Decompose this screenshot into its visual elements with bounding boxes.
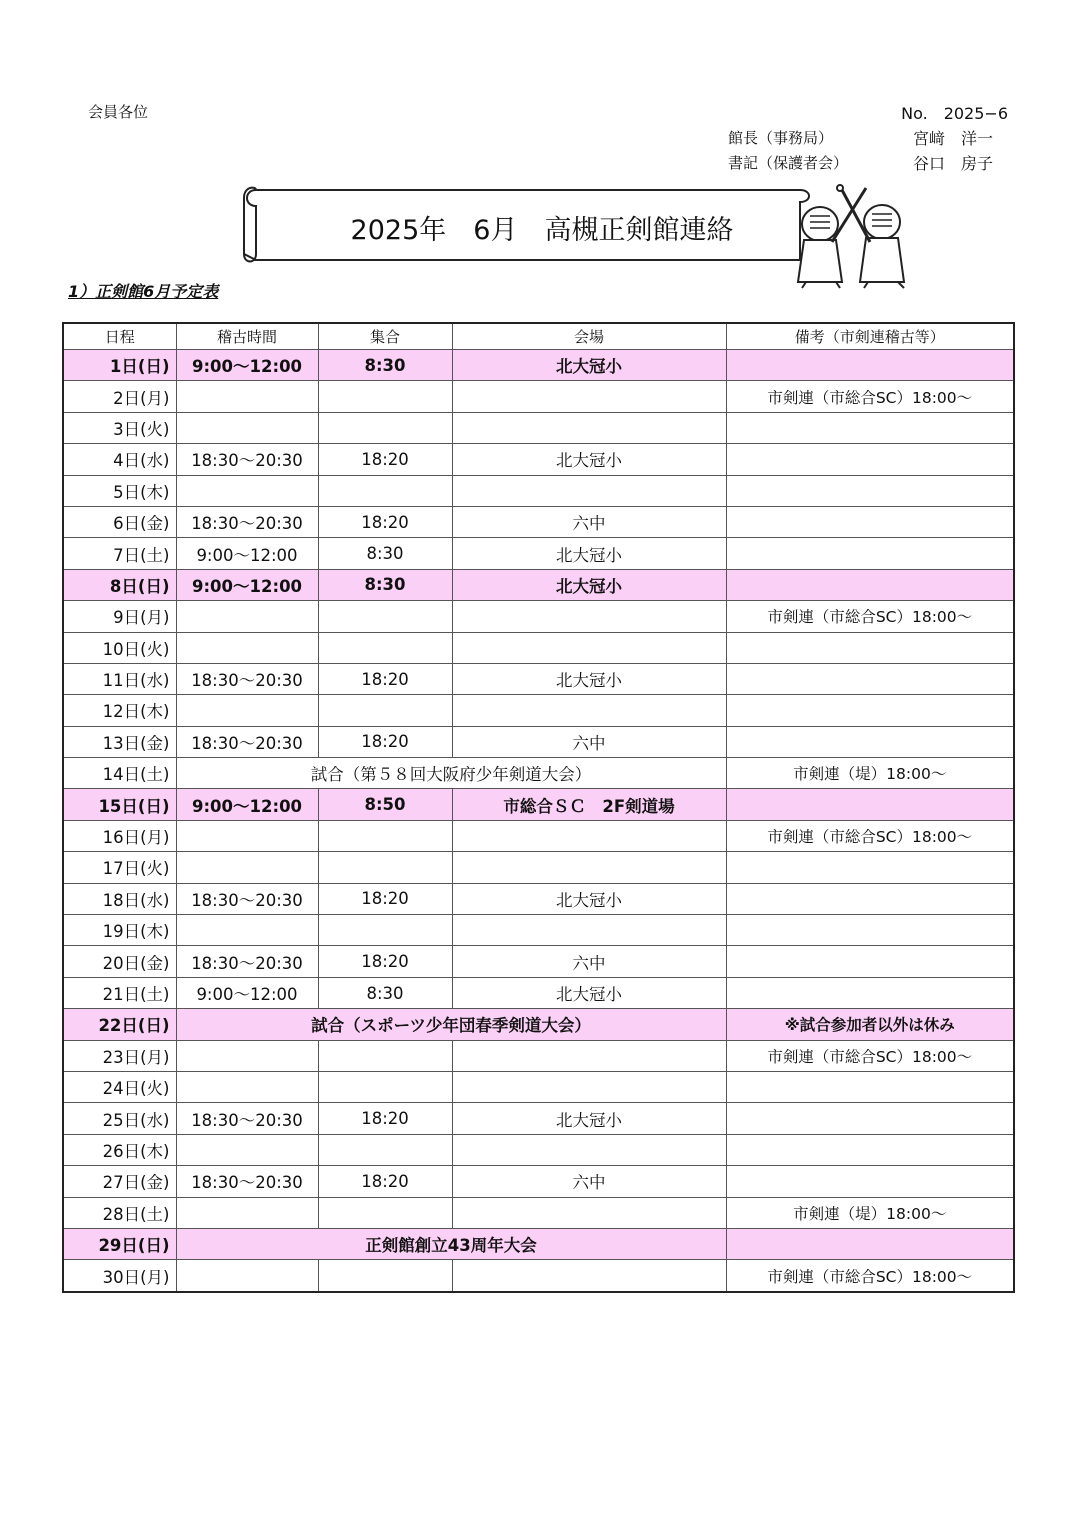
row-event: 試合（第５８回大阪府少年剣道大会） bbox=[176, 758, 726, 789]
table-row bbox=[63, 1134, 1014, 1165]
table-row bbox=[63, 1260, 1014, 1292]
row-date: 28日(土) bbox=[63, 1197, 176, 1228]
table-row bbox=[63, 883, 1014, 914]
table-row bbox=[63, 1071, 1014, 1102]
row-date: 16日(月) bbox=[63, 820, 176, 851]
table-row bbox=[63, 569, 1014, 600]
row-venue: 北大冠小 bbox=[452, 538, 726, 569]
signer-name-secretary: 谷口 房子 bbox=[913, 154, 994, 173]
row-note bbox=[726, 695, 1014, 726]
row-assembly-time: 8:30 bbox=[318, 977, 452, 1008]
table-row bbox=[63, 601, 1014, 632]
signer-role-secretary: 書記（保護者会） bbox=[728, 154, 849, 172]
table-row bbox=[63, 1197, 1014, 1228]
schedule-table bbox=[62, 322, 1015, 1293]
row-note bbox=[726, 789, 1014, 820]
row-note: ※試合参加者以外は休み bbox=[726, 1009, 1014, 1040]
signer-role-director: 館長（事務局） bbox=[728, 129, 834, 147]
row-date: 18日(水) bbox=[63, 883, 176, 914]
row-note bbox=[726, 915, 1014, 946]
row-venue bbox=[452, 820, 726, 851]
row-note bbox=[726, 444, 1014, 475]
row-venue bbox=[452, 1197, 726, 1228]
row-assembly-time bbox=[318, 1134, 452, 1165]
row-practice-time bbox=[176, 632, 318, 663]
row-venue bbox=[452, 915, 726, 946]
row-assembly-time bbox=[318, 412, 452, 443]
row-practice-time: 9:00〜12:00 bbox=[176, 350, 318, 381]
row-venue: 六中 bbox=[452, 726, 726, 757]
row-venue bbox=[452, 632, 726, 663]
row-venue: 六中 bbox=[452, 946, 726, 977]
row-practice-time: 18:30〜20:30 bbox=[176, 444, 318, 475]
table-row bbox=[63, 1166, 1014, 1197]
row-assembly-time: 18:20 bbox=[318, 1103, 452, 1134]
header-date: 日程 bbox=[63, 323, 176, 350]
row-assembly-time bbox=[318, 1197, 452, 1228]
row-date: 14日(土) bbox=[63, 758, 176, 789]
row-date: 10日(火) bbox=[63, 632, 176, 663]
row-date: 11日(水) bbox=[63, 663, 176, 694]
row-note bbox=[726, 1228, 1014, 1259]
row-event: 正剣館創立43周年大会 bbox=[176, 1228, 726, 1259]
row-venue: 市総合ＳＣ 2F剣道場 bbox=[452, 789, 726, 820]
row-venue: 六中 bbox=[452, 1166, 726, 1197]
table-row bbox=[63, 695, 1014, 726]
row-note bbox=[726, 946, 1014, 977]
header-venue: 会場 bbox=[452, 323, 726, 350]
row-practice-time: 18:30〜20:30 bbox=[176, 946, 318, 977]
table-row bbox=[63, 381, 1014, 412]
row-practice-time bbox=[176, 820, 318, 851]
row-date: 5日(木) bbox=[63, 475, 176, 506]
addressee: 会員各位 bbox=[88, 103, 149, 121]
table-row bbox=[63, 538, 1014, 569]
row-venue: 北大冠小 bbox=[452, 977, 726, 1008]
row-date: 1日(日) bbox=[63, 350, 176, 381]
row-note bbox=[726, 883, 1014, 914]
row-practice-time: 9:00〜12:00 bbox=[176, 569, 318, 600]
row-date: 7日(土) bbox=[63, 538, 176, 569]
row-assembly-time: 8:50 bbox=[318, 789, 452, 820]
row-assembly-time: 8:30 bbox=[318, 538, 452, 569]
table-row bbox=[63, 1103, 1014, 1134]
row-venue bbox=[452, 695, 726, 726]
row-date: 21日(土) bbox=[63, 977, 176, 1008]
row-assembly-time: 8:30 bbox=[318, 350, 452, 381]
row-date: 6日(金) bbox=[63, 506, 176, 537]
row-practice-time bbox=[176, 695, 318, 726]
kendo-mascot-icon bbox=[780, 182, 920, 292]
row-note bbox=[726, 350, 1014, 381]
row-assembly-time bbox=[318, 601, 452, 632]
row-note bbox=[726, 506, 1014, 537]
row-note: 市剣連（堤）18:00〜 bbox=[726, 758, 1014, 789]
row-assembly-time bbox=[318, 852, 452, 883]
row-assembly-time: 18:20 bbox=[318, 726, 452, 757]
row-practice-time: 18:30〜20:30 bbox=[176, 1166, 318, 1197]
row-assembly-time: 18:20 bbox=[318, 444, 452, 475]
row-date: 4日(水) bbox=[63, 444, 176, 475]
row-venue bbox=[452, 852, 726, 883]
row-note bbox=[726, 538, 1014, 569]
row-note: 市剣連（堤）18:00〜 bbox=[726, 1197, 1014, 1228]
row-note: 市剣連（市総合SC）18:00〜 bbox=[726, 1260, 1014, 1292]
row-date: 12日(木) bbox=[63, 695, 176, 726]
row-note bbox=[726, 1166, 1014, 1197]
table-row bbox=[63, 915, 1014, 946]
table-row bbox=[63, 1040, 1014, 1071]
row-practice-time: 18:30〜20:30 bbox=[176, 883, 318, 914]
row-assembly-time bbox=[318, 1040, 452, 1071]
row-practice-time bbox=[176, 1197, 318, 1228]
row-assembly-time: 18:20 bbox=[318, 506, 452, 537]
document-number: No. 2025−6 bbox=[901, 104, 1008, 123]
row-venue bbox=[452, 601, 726, 632]
row-event: 試合（スポーツ少年団春季剣道大会） bbox=[176, 1009, 726, 1040]
row-practice-time: 18:30〜20:30 bbox=[176, 663, 318, 694]
row-note: 市剣連（市総合SC）18:00〜 bbox=[726, 820, 1014, 851]
row-date: 27日(金) bbox=[63, 1166, 176, 1197]
row-assembly-time: 8:30 bbox=[318, 569, 452, 600]
header-assembly: 集合 bbox=[318, 323, 452, 350]
row-venue: 六中 bbox=[452, 506, 726, 537]
row-note bbox=[726, 1134, 1014, 1165]
row-venue: 北大冠小 bbox=[452, 883, 726, 914]
row-assembly-time bbox=[318, 1260, 452, 1292]
table-header-row bbox=[63, 323, 1014, 350]
row-practice-time bbox=[176, 1260, 318, 1292]
table-row bbox=[63, 726, 1014, 757]
table-row bbox=[63, 820, 1014, 851]
row-date: 24日(火) bbox=[63, 1071, 176, 1102]
row-assembly-time bbox=[318, 381, 452, 412]
row-note bbox=[726, 412, 1014, 443]
table-row bbox=[63, 475, 1014, 506]
signer-name-director: 宮﨑 洋一 bbox=[913, 129, 994, 148]
row-note: 市剣連（市総合SC）18:00〜 bbox=[726, 1040, 1014, 1071]
table-row bbox=[63, 350, 1014, 381]
row-assembly-time bbox=[318, 915, 452, 946]
row-practice-time bbox=[176, 381, 318, 412]
row-date: 3日(火) bbox=[63, 412, 176, 443]
row-note bbox=[726, 475, 1014, 506]
row-venue: 北大冠小 bbox=[452, 350, 726, 381]
row-date: 9日(月) bbox=[63, 601, 176, 632]
row-practice-time: 9:00〜12:00 bbox=[176, 977, 318, 1008]
row-date: 26日(木) bbox=[63, 1134, 176, 1165]
row-venue bbox=[452, 1134, 726, 1165]
row-practice-time: 18:30〜20:30 bbox=[176, 1103, 318, 1134]
row-assembly-time bbox=[318, 475, 452, 506]
row-venue bbox=[452, 381, 726, 412]
row-assembly-time bbox=[318, 820, 452, 851]
row-note bbox=[726, 852, 1014, 883]
row-date: 22日(日) bbox=[63, 1009, 176, 1040]
row-date: 8日(日) bbox=[63, 569, 176, 600]
row-date: 19日(木) bbox=[63, 915, 176, 946]
row-venue: 北大冠小 bbox=[452, 569, 726, 600]
table-row bbox=[63, 946, 1014, 977]
table-row bbox=[63, 789, 1014, 820]
row-note bbox=[726, 569, 1014, 600]
table-row bbox=[63, 977, 1014, 1008]
row-practice-time bbox=[176, 475, 318, 506]
row-assembly-time: 18:20 bbox=[318, 1166, 452, 1197]
row-date: 29日(日) bbox=[63, 1228, 176, 1259]
row-date: 20日(金) bbox=[63, 946, 176, 977]
table-row bbox=[63, 506, 1014, 537]
row-practice-time bbox=[176, 1071, 318, 1102]
row-venue: 北大冠小 bbox=[452, 1103, 726, 1134]
row-assembly-time: 18:20 bbox=[318, 663, 452, 694]
row-date: 13日(金) bbox=[63, 726, 176, 757]
row-date: 25日(水) bbox=[63, 1103, 176, 1134]
row-venue: 北大冠小 bbox=[452, 444, 726, 475]
row-venue bbox=[452, 412, 726, 443]
row-note: 市剣連（市総合SC）18:00〜 bbox=[726, 381, 1014, 412]
row-assembly-time: 18:20 bbox=[318, 883, 452, 914]
row-practice-time bbox=[176, 852, 318, 883]
row-practice-time: 9:00〜12:00 bbox=[176, 789, 318, 820]
table-row bbox=[63, 663, 1014, 694]
row-note bbox=[726, 977, 1014, 1008]
header-practice-time: 稽古時間 bbox=[176, 323, 318, 350]
row-date: 15日(日) bbox=[63, 789, 176, 820]
row-practice-time bbox=[176, 915, 318, 946]
section-heading: 1）正剣館6月予定表 bbox=[68, 282, 219, 301]
table-row bbox=[63, 852, 1014, 883]
row-assembly-time bbox=[318, 695, 452, 726]
row-assembly-time bbox=[318, 632, 452, 663]
row-venue bbox=[452, 1260, 726, 1292]
row-practice-time: 18:30〜20:30 bbox=[176, 726, 318, 757]
row-venue bbox=[452, 475, 726, 506]
row-practice-time: 18:30〜20:30 bbox=[176, 506, 318, 537]
row-assembly-time: 18:20 bbox=[318, 946, 452, 977]
row-date: 2日(月) bbox=[63, 381, 176, 412]
row-practice-time bbox=[176, 412, 318, 443]
row-note bbox=[726, 726, 1014, 757]
table-row bbox=[63, 758, 1014, 789]
row-note bbox=[726, 1071, 1014, 1102]
row-venue bbox=[452, 1040, 726, 1071]
row-note bbox=[726, 1103, 1014, 1134]
table-row bbox=[63, 1228, 1014, 1259]
table-row bbox=[63, 444, 1014, 475]
row-note bbox=[726, 663, 1014, 694]
page-title: 2025年 6月 高槻正剣館連絡 bbox=[350, 215, 734, 246]
row-note bbox=[726, 632, 1014, 663]
row-venue bbox=[452, 1071, 726, 1102]
row-assembly-time bbox=[318, 1071, 452, 1102]
row-note: 市剣連（市総合SC）18:00〜 bbox=[726, 601, 1014, 632]
row-practice-time: 9:00〜12:00 bbox=[176, 538, 318, 569]
row-date: 23日(月) bbox=[63, 1040, 176, 1071]
row-venue: 北大冠小 bbox=[452, 663, 726, 694]
table-row bbox=[63, 632, 1014, 663]
table-row bbox=[63, 412, 1014, 443]
row-date: 17日(火) bbox=[63, 852, 176, 883]
row-practice-time bbox=[176, 1134, 318, 1165]
row-date: 30日(月) bbox=[63, 1260, 176, 1292]
row-practice-time bbox=[176, 1040, 318, 1071]
row-practice-time bbox=[176, 601, 318, 632]
table-row bbox=[63, 1009, 1014, 1040]
header-notes: 備考（市剣連稽古等） bbox=[726, 323, 1014, 350]
